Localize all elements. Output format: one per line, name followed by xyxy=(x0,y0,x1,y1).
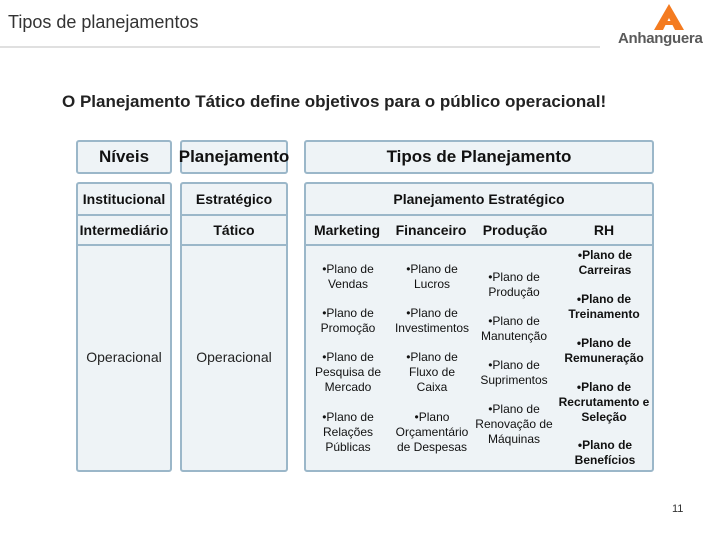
niveis-column-card xyxy=(76,182,172,472)
plan-item: •Plano de Vendas xyxy=(322,262,374,291)
logo-icon xyxy=(654,4,684,30)
col-niveis-header: Níveis xyxy=(98,147,150,166)
plan-item: •Plano de Benefícios xyxy=(574,438,636,467)
area-financeiro: Financeiro xyxy=(395,222,467,238)
plan-item: •Plano de Lucros xyxy=(406,262,458,291)
plan-item: •Plano de Recrutamento e Seleção xyxy=(558,380,650,424)
plan-item: •Plano de Fluxo de Caixa xyxy=(406,350,458,394)
nivel-institucional: Institucional xyxy=(82,191,166,207)
tipos-header-card xyxy=(304,140,654,174)
plan-tatico: Tático xyxy=(213,222,255,238)
nivel-intermediario: Intermediário xyxy=(79,222,169,238)
area-producao: Produção xyxy=(482,222,548,238)
plan-item: •Plano de Pesquisa de Mercado xyxy=(314,350,382,394)
col-planejamento-header: Planejamento xyxy=(178,147,290,166)
tipo-planejamento-estrategico: Planejamento Estratégico xyxy=(393,191,565,207)
plan-estrategico: Estratégico xyxy=(195,191,273,207)
plan-item: •Plano de Suprimentos xyxy=(480,358,548,387)
plan-item: •Plano de Manutenção xyxy=(480,314,548,343)
plan-operacional: Operacional xyxy=(196,349,272,365)
tipos-column-card xyxy=(304,182,654,472)
niveis-header-card xyxy=(76,140,172,174)
slide-subtitle: O Planejamento Tático define objetivos para o público operacional! xyxy=(62,92,607,111)
plan-item: •Plano de Relações Públicas xyxy=(322,410,374,454)
anhanguera-logo xyxy=(618,4,718,48)
plan-item: •Plano de Investimentos xyxy=(394,306,470,335)
planejamento-column-card xyxy=(180,182,288,472)
plan-item: •Plano de Renovação de Máquinas xyxy=(475,402,553,446)
area-marketing: Marketing xyxy=(313,222,381,238)
plan-item: •Plano Orçamentário de Despesas xyxy=(395,410,469,454)
planejamento-header-card xyxy=(180,140,288,174)
plan-item: •Plano de Remuneração xyxy=(564,336,644,365)
area-rh: RH xyxy=(593,222,615,238)
plan-item: •Plano de Produção xyxy=(488,270,540,299)
header-divider xyxy=(0,46,600,48)
nivel-operacional: Operacional xyxy=(86,349,162,365)
logo-text: Anhanguera xyxy=(618,30,703,47)
slide-title: Tipos de planejamentos xyxy=(8,12,199,32)
col-tipos-header: Tipos de Planejamento xyxy=(386,147,572,166)
plan-item: •Plano de Carreiras xyxy=(577,248,633,277)
row-divider xyxy=(306,244,652,246)
plan-item: •Plano de Treinamento xyxy=(568,292,640,321)
plan-item: •Plano de Promoção xyxy=(320,306,376,335)
page-number: 11 xyxy=(672,503,684,515)
